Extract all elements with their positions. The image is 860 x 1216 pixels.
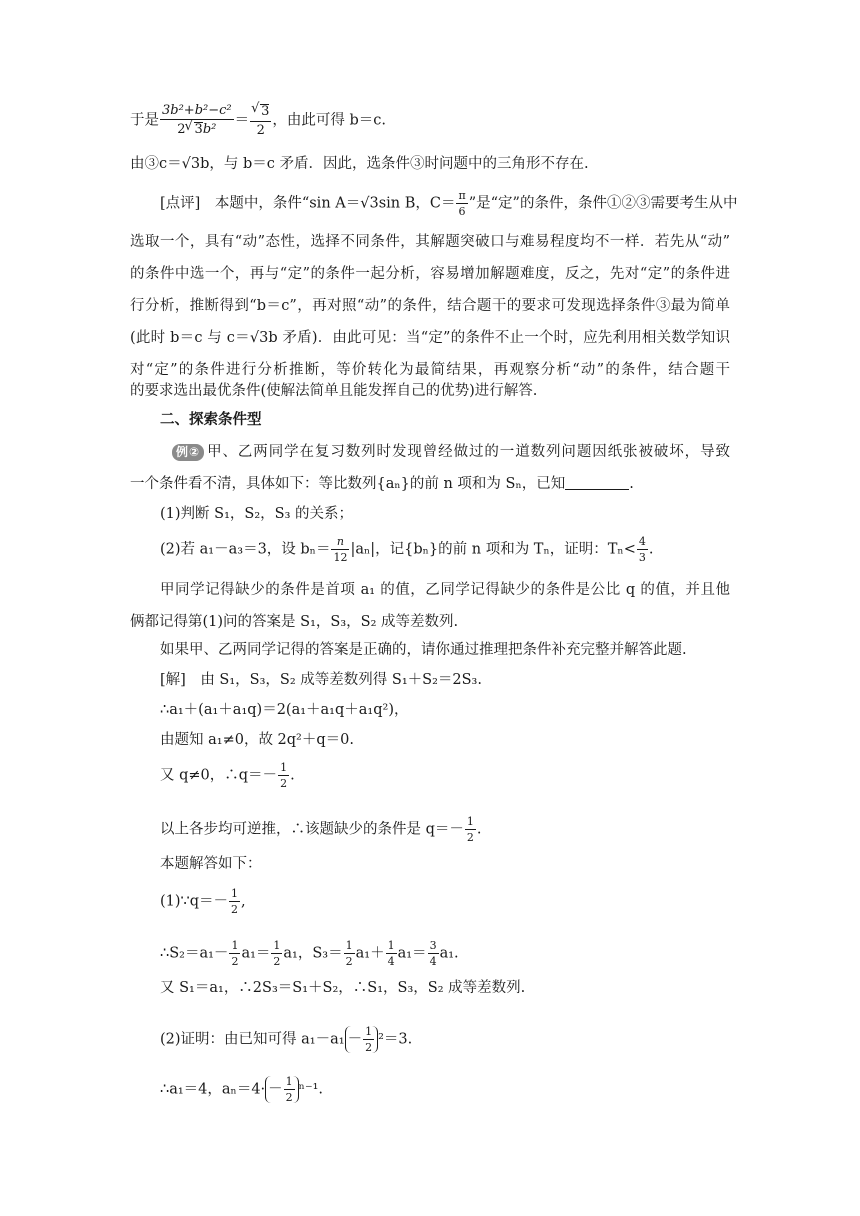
comment-line-2: 选取一个，具有“动”态性，选择不同条件，其解题突破口与难易程度均不一样．若先从“动” — [130, 234, 730, 250]
sqrt: √ 3 — [260, 104, 269, 119]
paragraph-1: 甲同学记得缺少的条件是首项 a₁ 的值，乙同学记得缺少的条件是公比 q 的值，并且他 — [160, 582, 730, 598]
numerator: 1 — [273, 939, 281, 952]
solution-line-10 — [160, 1026, 760, 1053]
denominator: 6 — [458, 205, 466, 218]
text-suffix: ，由此可得 b＝c. — [272, 112, 387, 129]
fraction — [229, 940, 240, 967]
parenthesized-fraction — [265, 1076, 299, 1103]
solution-line-4: 又 q≠0，∴q＝－ $\frac{1}{2}$ . — [160, 761, 295, 790]
section-heading: 二、探索条件型 — [160, 412, 262, 428]
blank-line — [565, 475, 629, 490]
fraction — [428, 940, 439, 967]
question-1: (1)判断 S₁，S₂，S₃ 的关系； — [160, 506, 353, 522]
comment-line-6: 对“定”的条件进行分析推断，等价转化为最简结果，再观察分析“动”的条件，结合题干 — [130, 362, 730, 378]
text: 一个条件看不清，具体如下：等比数列{aₙ}的前 n 项和为 Sₙ，已知 — [130, 476, 566, 492]
solution-line-1 — [160, 670, 760, 690]
text-line: 由③c＝√3b，与 b＝c 矛盾．因此，选条件③时问题中的三角形不存在. — [130, 156, 589, 172]
text: a₁＋ — [355, 945, 385, 962]
example-line-2 — [130, 474, 730, 494]
numerator: π — [458, 189, 466, 202]
denominator: 2 — [365, 1041, 373, 1054]
comment-line-1 — [160, 189, 738, 218]
equation-line-1: 于是 $\frac{\text{3b²+b²−c²}}{\text{2√ 3b²}}$ ＝ √ $\frac{3}{2}$ ，由此可得 b＝c. — [130, 104, 730, 137]
denominator: 2 — [231, 955, 239, 968]
text: (1)∵q＝－ — [160, 893, 229, 910]
question-2 — [160, 536, 760, 563]
comment-line-3: 的条件中选一个，再与“定”的条件一起分析，容易增加解题难度，反之，先对“定”的条件进 — [130, 266, 730, 282]
comment-label: [点评] — [160, 195, 201, 212]
text: 由 S₁，S₃，S₂ 成等差数列得 S₁＋S₂＝2S₃. — [200, 672, 482, 688]
numerator: 4 — [638, 535, 646, 548]
text: a₁＝ — [241, 945, 271, 962]
solution-line-2: ∴a₁＋(a₁＋a₁q)＝2(a₁＋a₁q＋a₁q²)， — [160, 702, 409, 718]
numerator: 1 — [466, 815, 474, 828]
solution-line-8 — [160, 940, 760, 967]
solution-line-9: 又 S₁＝a₁，∴2S₃＝S₁＋S₂，∴S₁，S₃，S₂ 成等差数列. — [160, 980, 526, 996]
fraction — [284, 1076, 295, 1103]
denominator: 2 — [231, 903, 239, 916]
text: . — [648, 541, 654, 558]
text: 又 q≠0，∴q＝－ — [160, 767, 278, 784]
fraction — [160, 104, 234, 137]
denominator: 3 — [638, 551, 646, 564]
comment-line-4: 行分析，推断得到“b＝c”，再对照“动”的条件，结合题干的要求可发现选择条件③最为简单 — [130, 298, 730, 314]
numerator: 1 — [280, 761, 288, 774]
text: ²＝3. — [378, 1031, 413, 1048]
numerator: 1 — [231, 939, 239, 952]
denominator: 2 — [280, 777, 288, 790]
minus-sign: － — [347, 1031, 363, 1048]
fraction — [331, 536, 349, 563]
solution-line-6: 本题解答如下： — [160, 856, 262, 872]
denominator: 4 — [387, 955, 395, 968]
comment-line-5: (此时 b＝c 与 c＝√3b 矛盾)．由此可见：当“定”的条件不止一个时，应先利用相关数学知识 — [130, 330, 730, 346]
den-coef: 2 — [177, 122, 186, 137]
text: 甲、乙两同学在复习数列时发现曾经做过的一道数列问题因纸张被破坏，导致 — [206, 444, 730, 460]
paragraph-1-cont: 俩都记得第(1)问的答案是 S₁，S₃，S₂ 成等差数列. — [130, 614, 459, 630]
text: ∴a₁＝4，aₙ＝4· — [160, 1081, 266, 1098]
solution-line-5: 以上各步均可逆推，∴该题缺少的条件是 q＝－ $\frac{1}{2}$ . — [160, 815, 482, 844]
text: (2)若 a₁－a₃＝3，设 bₙ＝ — [160, 541, 331, 558]
numerator: 1 — [365, 1025, 373, 1038]
fraction — [363, 1026, 374, 1053]
denominator: 2 — [273, 955, 281, 968]
text: |aₙ|，记{bₙ}的前 n 项和为 Tₙ，证明：Tₙ< — [350, 541, 636, 558]
paragraph-2: 如果甲、乙两同学记得的答案是正确的，请你通过推理把条件补充完整并解答此题. — [160, 642, 687, 658]
comment-line-7: 的要求选出最优条件(使解法简单且能发挥自己的优势)进行解答. — [130, 383, 538, 399]
text: 以上各步均可逆推，∴该题缺少的条件是 q＝－ — [160, 821, 464, 838]
solution-line-3: 由题知 a₁≠0，故 2q²＋q＝0. — [160, 732, 354, 748]
text: 本题中，条件“sin A＝√3sin B，C＝ — [214, 195, 456, 212]
fraction — [229, 888, 240, 915]
numerator: 3 — [429, 939, 437, 952]
fraction — [344, 940, 355, 967]
numerator: 1 — [285, 1075, 293, 1088]
fraction — [271, 940, 282, 967]
solution-line-7: (1)∵q＝－ $\frac{1}{2}$ , — [160, 887, 246, 916]
denominator: 2 — [285, 1091, 293, 1104]
den-var: b² — [202, 122, 217, 137]
sqrt: √ 3 — [194, 122, 203, 137]
text-prefix: 于是 — [130, 112, 159, 129]
numerator: 1 — [345, 939, 353, 952]
text: ⁿ⁻¹. — [298, 1081, 324, 1098]
numerator: 1 — [387, 939, 395, 952]
denominator: 2 — [466, 831, 474, 844]
example-badge: 例② — [172, 444, 204, 461]
text: ∴S₂＝a₁－ — [160, 945, 229, 962]
denominator: 4 — [429, 955, 437, 968]
denominator: 2 — [345, 955, 353, 968]
fraction — [456, 190, 467, 217]
text: a₁. — [439, 945, 459, 962]
solution-line-11 — [160, 1076, 760, 1103]
numerator: 1 — [231, 887, 239, 900]
minus-sign: － — [268, 1081, 283, 1098]
text: (2)证明：由已知可得 a₁－a₁ — [160, 1031, 345, 1048]
fraction — [465, 816, 476, 843]
numerator: 3b²+b²−c² — [162, 103, 232, 118]
parenthesized-fraction — [345, 1026, 379, 1053]
fraction — [250, 104, 271, 137]
text: a₁＝ — [397, 945, 427, 962]
example-line-1 — [172, 442, 730, 462]
fraction — [637, 536, 648, 563]
text: a₁，S₃＝ — [283, 945, 343, 962]
denominator: 12 — [333, 551, 348, 564]
fraction — [386, 940, 397, 967]
denominator: 2 — [256, 123, 265, 139]
numerator: n — [331, 536, 349, 550]
solution-label: [解] — [160, 672, 186, 688]
fraction — [278, 762, 289, 789]
text: . — [629, 476, 634, 492]
text: ”是“定”的条件，条件①②③需要考生从中 — [468, 195, 738, 212]
